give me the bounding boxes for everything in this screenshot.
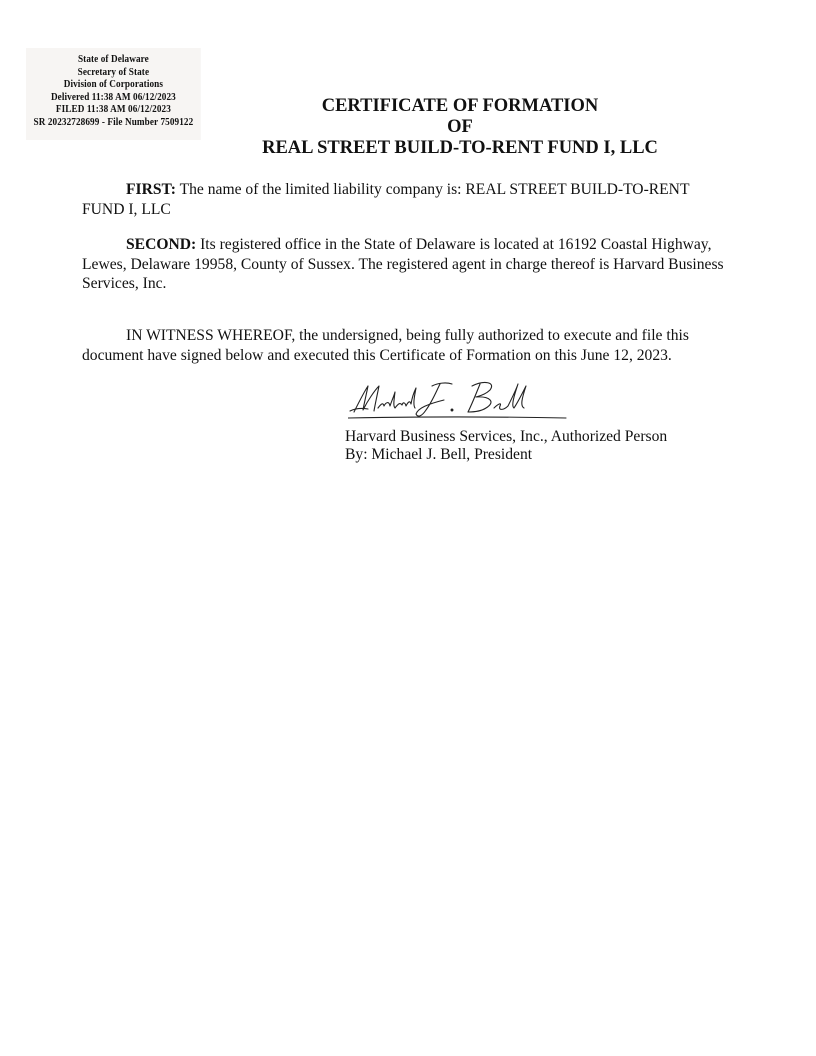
second-text: Its registered office in the State of Delaware is located at 16192 Coastal Highway, Lewes, Delaware 19958, County of Sussex. The registered agent in charge thereof is Harvard Business Services, Inc. bbox=[82, 236, 724, 292]
title-line-1: CERTIFICATE OF FORMATION bbox=[321, 96, 599, 116]
stamp-line: FILED 11:38 AM 06/12/2023 bbox=[55, 104, 171, 116]
stamp-line: SR 20232728699 - File Number 7509122 bbox=[33, 116, 194, 128]
signer-block bbox=[345, 428, 667, 464]
stamp-line: Secretary of State bbox=[77, 66, 150, 78]
witness-clause bbox=[82, 326, 732, 365]
document-title bbox=[160, 96, 760, 159]
first-text: The name of the limited liability company is: REAL STREET BUILD-TO-RENT FUND I, LLC bbox=[82, 181, 690, 218]
first-label: FIRST: bbox=[126, 181, 176, 198]
signer-name-title: By: Michael J. Bell, President bbox=[345, 446, 533, 463]
second-article bbox=[82, 235, 732, 294]
stamp-line: Delivered 11:38 AM 06/12/2023 bbox=[50, 91, 176, 103]
stamp-line: Division of Corporations bbox=[63, 79, 164, 91]
first-article bbox=[82, 180, 732, 219]
stamp-line: State of Delaware bbox=[77, 54, 149, 65]
title-line-3: REAL STREET BUILD-TO-RENT FUND I, LLC bbox=[262, 138, 658, 158]
second-label: SECOND: bbox=[126, 236, 197, 253]
handwritten-signature bbox=[348, 378, 568, 424]
witness-text: IN WITNESS WHEREOF, the undersigned, being fully authorized to execute and file this document have signed below and executed this Certificate of Formation on this June 12, 2023. bbox=[82, 327, 689, 364]
title-line-2: OF bbox=[447, 117, 473, 137]
signer-authority: Harvard Business Services, Inc., Authorized Person bbox=[345, 428, 668, 445]
